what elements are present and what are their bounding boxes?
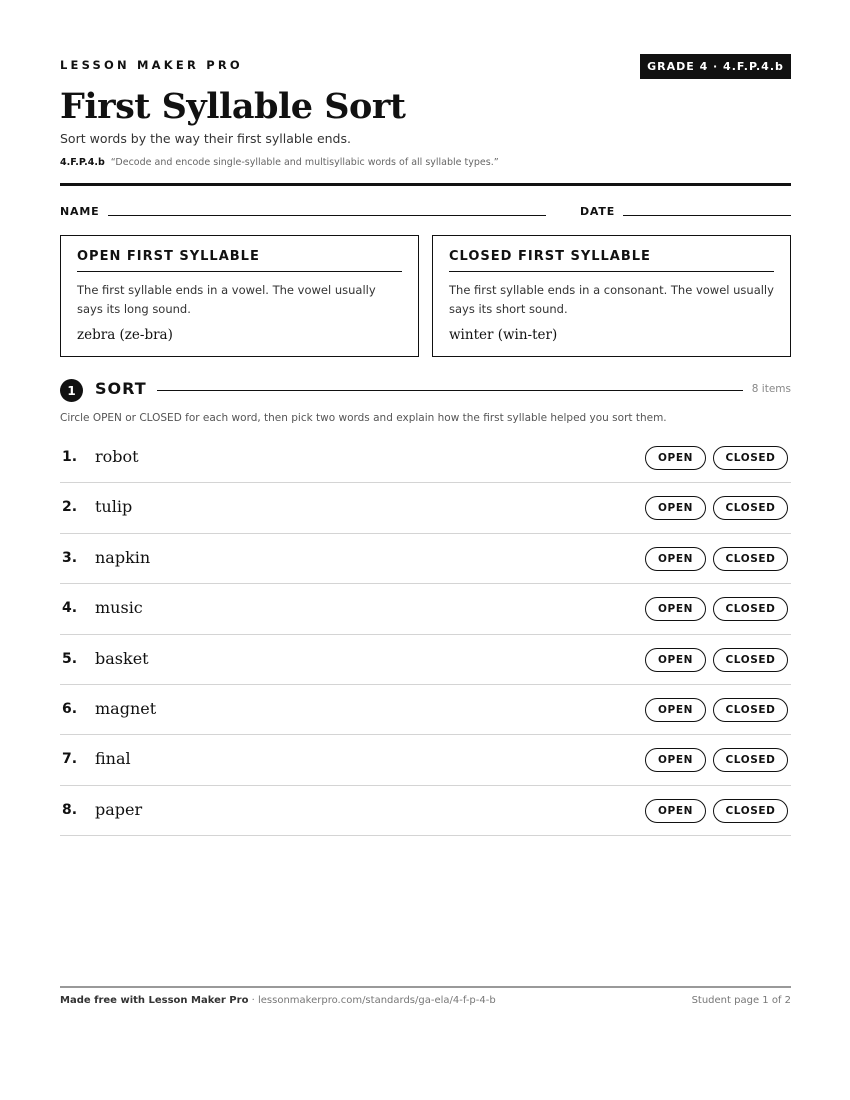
open-choice[interactable]: OPEN — [645, 748, 706, 772]
card-example: zebra (ze-bra) — [77, 327, 173, 343]
item-number: 2. — [62, 499, 78, 516]
open-syllable-card — [60, 235, 419, 357]
list-item — [60, 635, 791, 685]
page-subtitle: Sort words by the way their first syllable ends. — [60, 131, 351, 146]
item-number: 8. — [62, 801, 78, 818]
open-choice[interactable]: OPEN — [645, 547, 706, 571]
card-example: winter (win-ter) — [449, 327, 558, 343]
item-number: 5. — [62, 650, 78, 667]
item-number: 3. — [62, 549, 78, 566]
grade-badge: GRADE 4 · 4.F.P.4.b — [640, 54, 791, 79]
footer-url[interactable]: · lessonmakerpro.com/standards/ga-ela/4-f-p-4-b — [248, 995, 496, 1006]
brand-name: LESSON MAKER PRO — [60, 58, 243, 72]
name-label: NAME — [60, 205, 100, 218]
item-number: 6. — [62, 700, 78, 717]
closed-choice[interactable]: CLOSED — [713, 597, 788, 621]
open-choice[interactable]: OPEN — [645, 597, 706, 621]
card-description: The first syllable ends in a consonant. The vowel usually says its short sound. — [449, 283, 774, 316]
list-item — [60, 584, 791, 634]
footer-made-with: Made free with Lesson Maker Pro — [60, 995, 249, 1006]
closed-choice[interactable]: CLOSED — [713, 446, 788, 470]
item-word: robot — [95, 447, 139, 466]
list-item — [60, 786, 791, 836]
item-word: paper — [95, 799, 143, 819]
card-description: The first syllable ends in a vowel. The vowel usually says its long sound. — [77, 283, 376, 316]
instructions: Circle OPEN or CLOSED for each word, then pick two words and explain how the first syllable helped you sort them. — [60, 412, 667, 424]
sort-list — [60, 433, 791, 836]
closed-choice[interactable]: CLOSED — [713, 648, 788, 672]
card-title: OPEN FIRST SYLLABLE — [77, 249, 402, 272]
item-number: 4. — [62, 600, 78, 617]
item-number: 7. — [62, 751, 78, 768]
card-title: CLOSED FIRST SYLLABLE — [449, 249, 774, 272]
list-item — [60, 534, 791, 584]
standard-code: 4.F.P.4.b — [60, 157, 105, 168]
closed-choice[interactable]: CLOSED — [713, 698, 788, 722]
list-item — [60, 433, 791, 483]
item-word: basket — [95, 648, 149, 668]
item-word: tulip — [95, 497, 133, 517]
closed-choice[interactable]: CLOSED — [713, 799, 788, 823]
section-divider — [157, 390, 743, 391]
worksheet-page — [60, 0, 791, 1100]
footer-credit — [60, 995, 496, 1006]
section-title: SORT — [95, 379, 147, 398]
closed-syllable-card — [432, 235, 791, 357]
section-number-badge: 1 — [60, 379, 83, 402]
item-word: napkin — [95, 547, 151, 567]
list-item — [60, 483, 791, 533]
closed-choice[interactable]: CLOSED — [713, 496, 788, 520]
list-item — [60, 685, 791, 735]
list-item — [60, 735, 791, 785]
date-field[interactable] — [623, 215, 791, 216]
date-label: DATE — [580, 205, 616, 218]
page-title: First Syllable Sort — [60, 86, 406, 127]
footer-divider — [60, 986, 791, 988]
section-header — [60, 378, 791, 402]
name-field[interactable] — [108, 215, 546, 216]
open-choice[interactable]: OPEN — [645, 698, 706, 722]
closed-choice[interactable]: CLOSED — [713, 748, 788, 772]
closed-choice[interactable]: CLOSED — [713, 547, 788, 571]
item-word: magnet — [95, 698, 157, 718]
page-indicator: Student page 1 of 2 — [691, 995, 791, 1006]
open-choice[interactable]: OPEN — [645, 446, 706, 470]
header-divider — [60, 183, 791, 186]
item-count: 8 items — [751, 383, 791, 395]
item-word: final — [95, 749, 131, 769]
item-word: music — [95, 598, 143, 618]
standard-line — [60, 157, 499, 168]
open-choice[interactable]: OPEN — [645, 799, 706, 823]
open-choice[interactable]: OPEN — [645, 648, 706, 672]
standard-text: “Decode and encode single-syllable and multisyllabic words of all syllable types.” — [110, 157, 499, 168]
item-number: 1. — [62, 449, 78, 465]
open-choice[interactable]: OPEN — [645, 496, 706, 520]
